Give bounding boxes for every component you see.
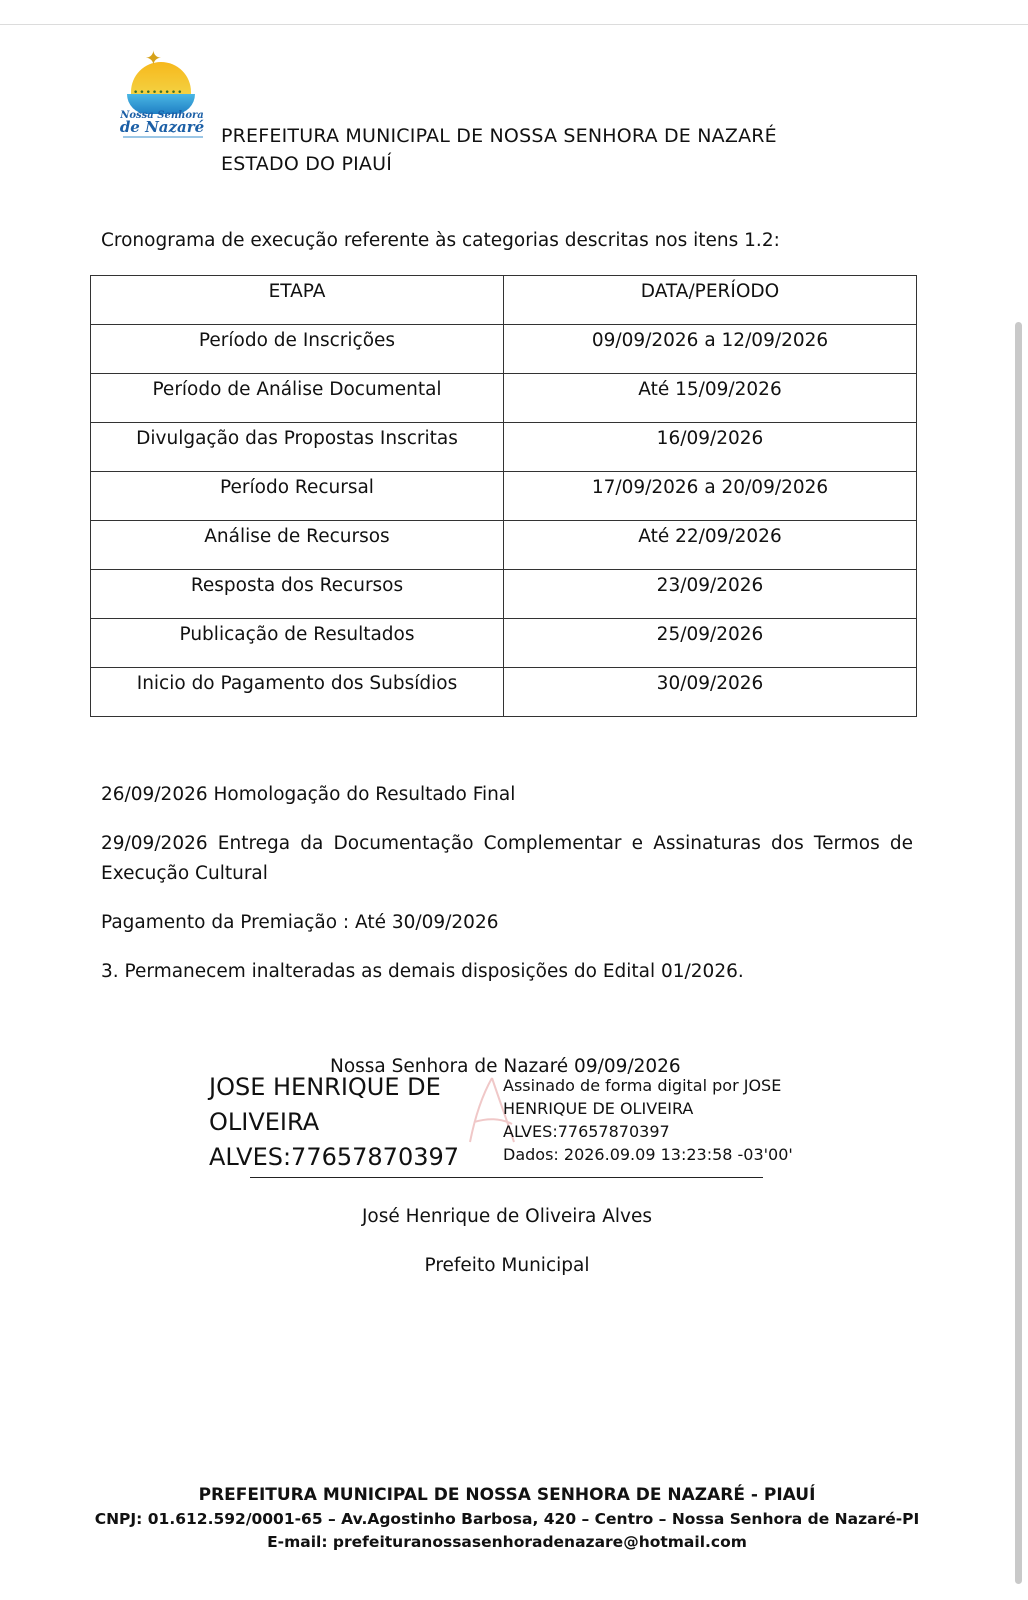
data-cell: 23/09/2026 <box>504 570 917 619</box>
signature-detail-line1: Assinado de forma digital por JOSE <box>503 1076 782 1095</box>
table-row <box>91 619 917 668</box>
column-header-data: DATA/PERÍODO <box>504 276 917 325</box>
table-row <box>91 521 917 570</box>
signature-detail-line3: ALVES:77657870397 <box>503 1122 670 1141</box>
schedule-table <box>90 275 917 717</box>
table-row <box>91 570 917 619</box>
header-title: PREFEITURA MUNICIPAL DE NOSSA SENHORA DE NAZARÉ <box>221 125 777 147</box>
signature-line <box>250 1177 763 1178</box>
data-cell: 16/09/2026 <box>504 423 917 472</box>
place-date: Nossa Senhora de Nazaré 09/09/2026 <box>330 1056 681 1077</box>
logo-text-line1: Nossa Senhora <box>120 110 204 121</box>
signer-role: Prefeito Municipal <box>424 1255 590 1276</box>
entrega-text: 29/09/2026 Entrega da Documentação Complementar e Assinaturas dos Termos de Execução Cultural <box>101 833 913 884</box>
data-cell: 09/09/2026 a 12/09/2026 <box>504 325 917 374</box>
header-subtitle: ESTADO DO PIAUÍ <box>221 153 393 175</box>
logo-text-line2: de Nazaré <box>119 118 205 136</box>
signer-name: José Henrique de Oliveira Alves <box>361 1206 653 1227</box>
etapa-cell: Período Recursal <box>91 472 504 521</box>
etapa-cell: Inicio do Pagamento dos Subsídios <box>91 668 504 717</box>
table-row <box>91 472 917 521</box>
data-cell: Até 22/09/2026 <box>504 521 917 570</box>
etapa-cell: Publicação de Resultados <box>91 619 504 668</box>
signature-name-line1: JOSE HENRIQUE DE <box>209 1073 441 1101</box>
signature-detail-line4: Dados: 2026.09.09 13:23:58 -03'00' <box>503 1145 793 1164</box>
column-header-etapa: ETAPA <box>91 276 504 325</box>
signature-detail-line2: HENRIQUE DE OLIVEIRA <box>503 1099 694 1118</box>
data-cell: 30/09/2026 <box>504 668 917 717</box>
footer-address: CNPJ: 01.612.592/0001-65 – Av.Agostinho Barbosa, 420 – Centro – Nossa Senhora de Nazaré-PI <box>94 1510 920 1528</box>
logo-underline <box>123 136 203 138</box>
digital-signature-name <box>209 1070 459 1175</box>
table-row <box>91 423 917 472</box>
top-divider <box>0 24 1028 25</box>
etapa-cell: Resposta dos Recursos <box>91 570 504 619</box>
homologacao-text: 26/09/2026 Homologação do Resultado Final <box>101 784 516 805</box>
intro-text: Cronograma de execução referente às categorias descritas nos itens 1.2: <box>101 230 780 251</box>
table-row <box>91 668 917 717</box>
crowd-decoration: •••••••• <box>133 88 184 98</box>
footer-email: E-mail: prefeituranossasenhoradenazare@hotmail.com <box>267 1533 747 1551</box>
data-cell: 25/09/2026 <box>504 619 917 668</box>
etapa-cell: Análise de Recursos <box>91 521 504 570</box>
digital-signature-details <box>503 1074 793 1166</box>
data-cell: 17/09/2026 a 20/09/2026 <box>504 472 917 521</box>
table-row <box>91 374 917 423</box>
municipality-logo <box>117 48 209 138</box>
etapa-cell: Período de Análise Documental <box>91 374 504 423</box>
data-cell: Até 15/09/2026 <box>504 374 917 423</box>
pagamento-text: Pagamento da Premiação : Até 30/09/2026 <box>101 912 499 933</box>
table-row <box>91 325 917 374</box>
signature-name-line2: OLIVEIRA <box>209 1108 320 1136</box>
signature-name-line3: ALVES:77657870397 <box>209 1143 460 1171</box>
footer-title: PREFEITURA MUNICIPAL DE NOSSA SENHORA DE NAZARÉ - PIAUÍ <box>198 1485 816 1505</box>
item3-text: 3. Permanecem inalteradas as demais disposições do Edital 01/2026. <box>101 961 744 982</box>
etapa-cell: Divulgação das Propostas Inscritas <box>91 423 504 472</box>
scrollbar[interactable] <box>1015 322 1022 1584</box>
table-header-row <box>91 276 917 325</box>
etapa-cell: Período de Inscrições <box>91 325 504 374</box>
bird-icon: ✦ <box>145 46 162 70</box>
